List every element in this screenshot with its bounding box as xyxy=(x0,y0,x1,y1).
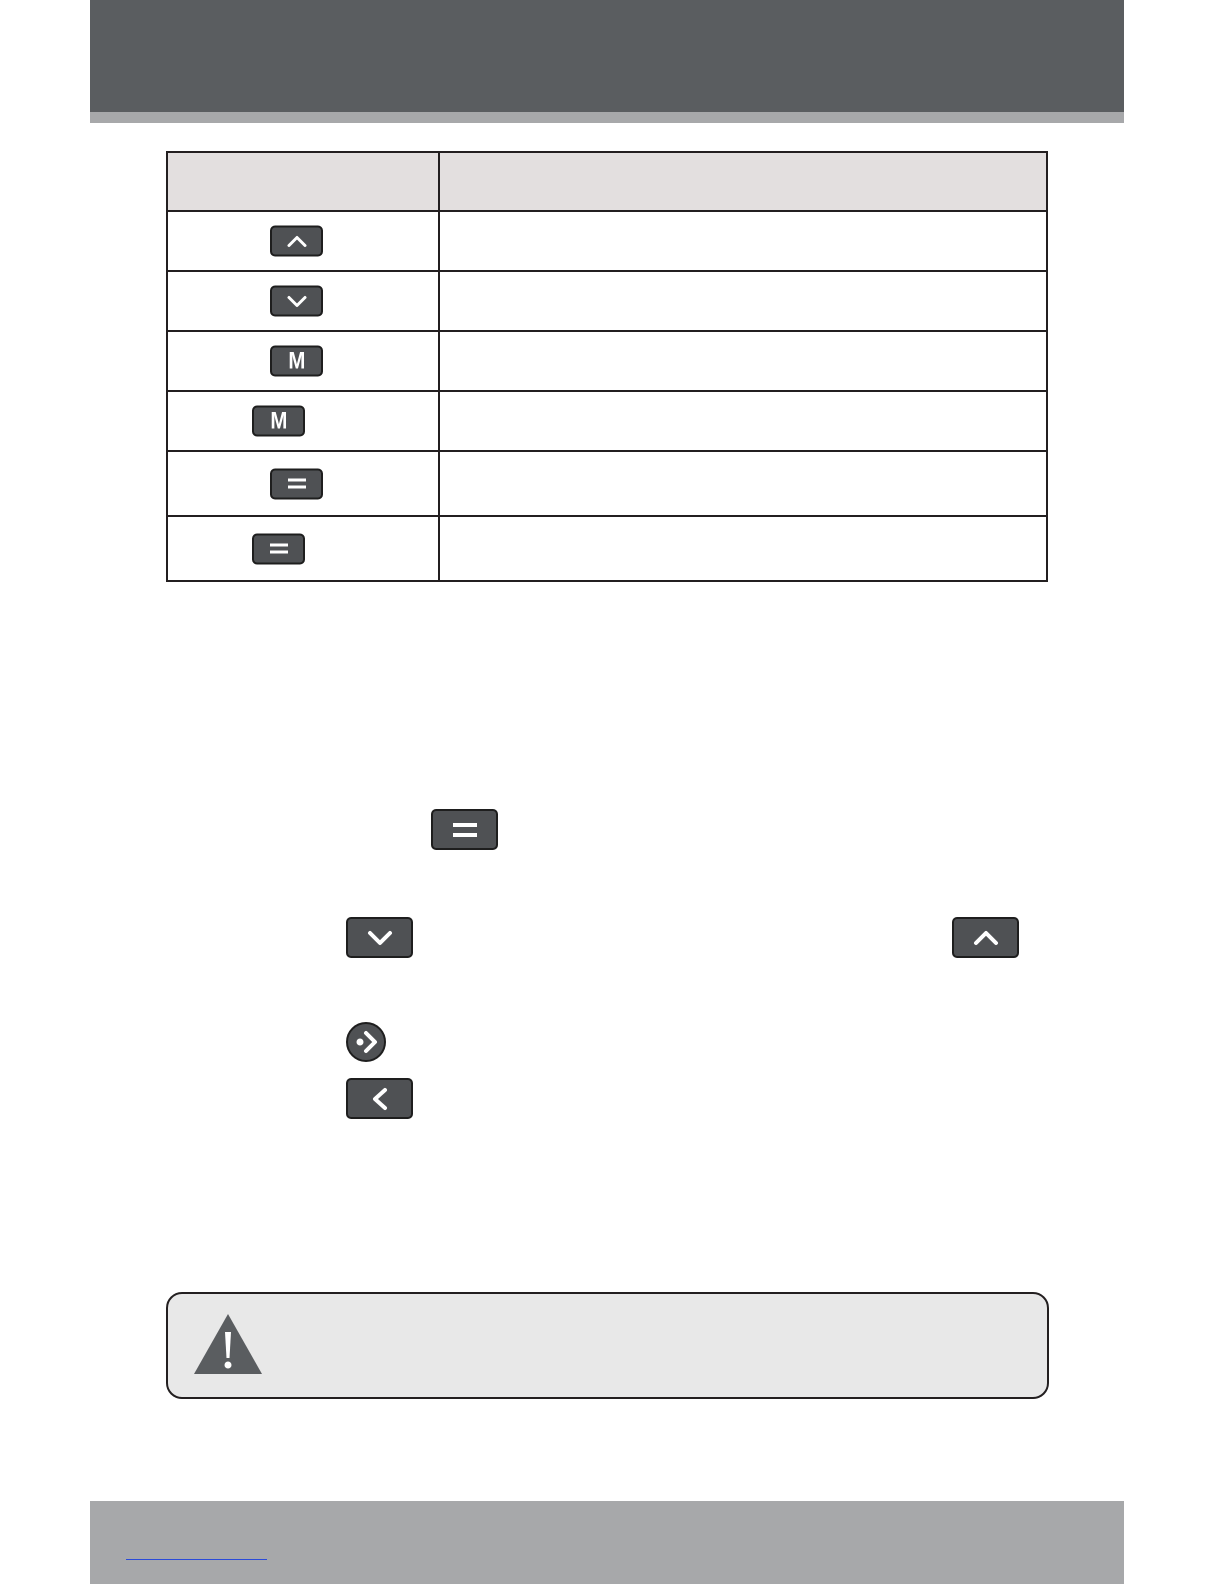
table-row xyxy=(167,391,1047,451)
table-cell-description xyxy=(439,331,1047,391)
table-cell-icon xyxy=(167,271,439,331)
table-cell-icon xyxy=(167,516,439,581)
m-key-icon xyxy=(252,406,305,437)
table-header-row xyxy=(167,152,1047,211)
warning-triangle-icon xyxy=(192,1312,264,1381)
table-row xyxy=(167,271,1047,331)
m-key-label: M xyxy=(288,347,305,374)
down-arrow-key-icon xyxy=(270,286,323,317)
table-cell-icon xyxy=(167,451,439,516)
table-cell-description xyxy=(439,211,1047,271)
table-cell-description xyxy=(439,271,1047,331)
m-key-label: M xyxy=(270,407,287,434)
menu-key-icon xyxy=(270,468,323,499)
menu-key-icon xyxy=(431,809,498,850)
table-cell-description xyxy=(439,451,1047,516)
back-key-icon xyxy=(346,1078,413,1119)
table-row xyxy=(167,331,1047,391)
up-arrow-key-icon xyxy=(952,917,1019,958)
table-cell-description xyxy=(439,516,1047,581)
header-band xyxy=(90,0,1124,112)
table-row xyxy=(167,211,1047,271)
menu-key-icon xyxy=(252,533,305,564)
table-cell-icon xyxy=(167,391,439,451)
enter-key-icon xyxy=(346,1022,386,1062)
table-header-cell-left xyxy=(167,152,439,211)
table-cell-icon xyxy=(167,211,439,271)
footer-band xyxy=(90,1501,1124,1584)
warning-box xyxy=(166,1292,1049,1399)
table-header-cell-right xyxy=(439,152,1047,211)
up-arrow-key-icon xyxy=(270,226,323,257)
table-row xyxy=(167,516,1047,581)
controls-table xyxy=(166,151,1048,582)
header-stripe xyxy=(90,112,1124,123)
table-cell-icon xyxy=(167,331,439,391)
m-key-icon xyxy=(270,346,323,377)
footer-link[interactable] xyxy=(126,1559,267,1560)
table-row xyxy=(167,451,1047,516)
down-arrow-key-icon xyxy=(346,917,413,958)
table-cell-description xyxy=(439,391,1047,451)
